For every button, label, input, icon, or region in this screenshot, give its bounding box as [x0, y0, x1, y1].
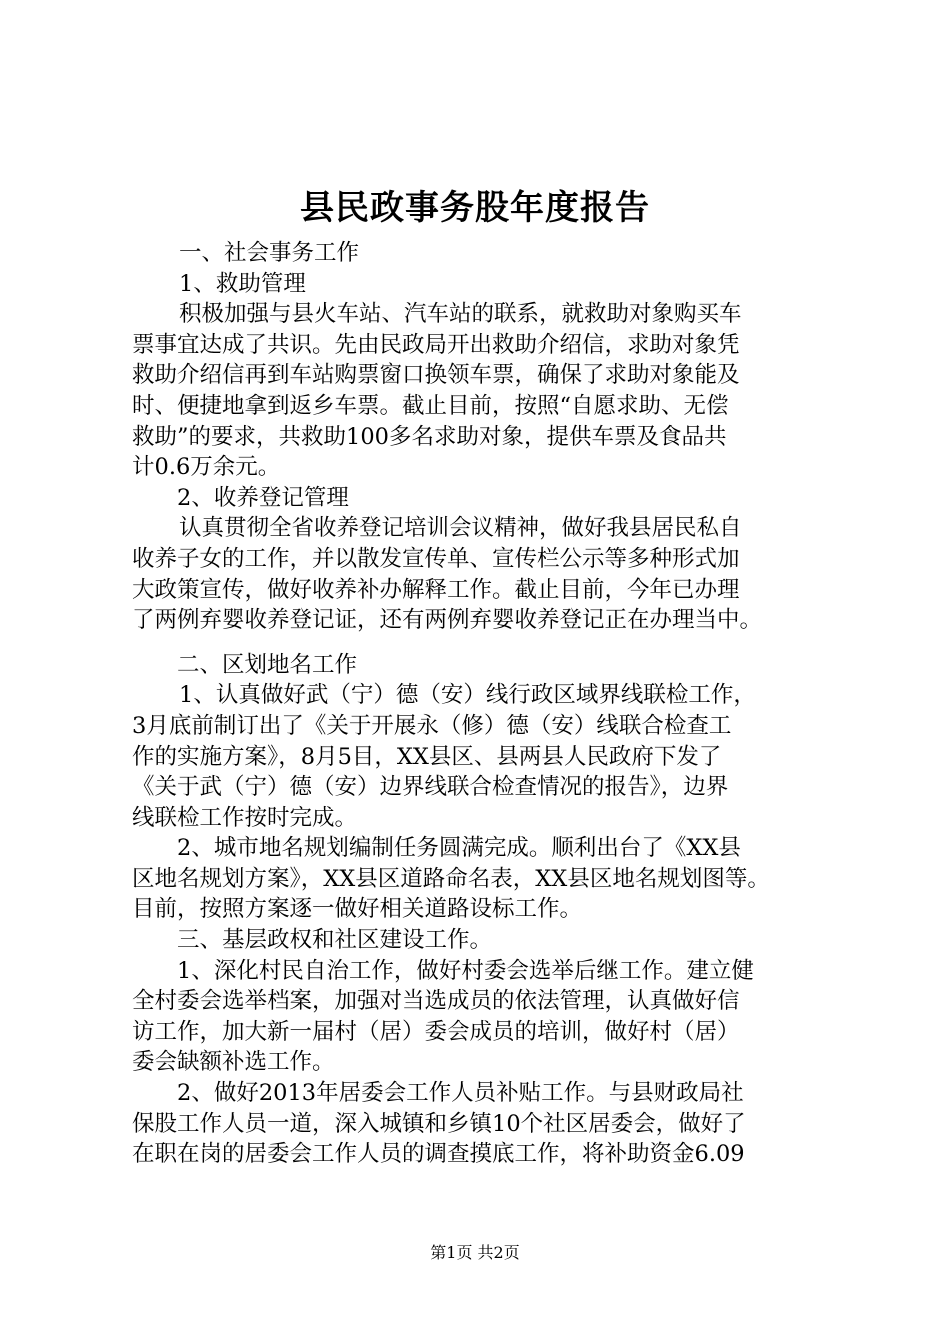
paragraph-line: 保股工作人员一道，深入城镇和乡镇10个社区居委会，做好了: [132, 1110, 746, 1137]
paragraph-line: 全村委会选举档案，加强对当选成员的依法管理，认真做好信: [132, 988, 740, 1015]
paragraph-line: 目前，按照方案逐一做好相关道路设标工作。: [132, 896, 583, 923]
paragraph-line: 《关于武（宁）德（安）边界线联合检查情况的报告》，边界: [132, 774, 729, 801]
subsection-heading-1-1: 1、救助管理: [179, 270, 306, 297]
paragraph-line: 委会缺额补选工作。: [132, 1049, 335, 1076]
paragraph-line: 线联检工作按时完成。: [132, 804, 358, 831]
paragraph-line: 救助”的要求，共救助100多名求助对象，提供车票及食品共: [132, 423, 727, 450]
paragraph-line: 时、便捷地拿到返乡车票。截止目前，按照“自愿求助、无偿: [132, 392, 729, 419]
paragraph-line: 2、做好2013年居委会工作人员补贴工作。与县财政局社: [177, 1080, 744, 1107]
paragraph-line: 3月底前制订出了《关于开展永（修）德（安）线联合检查工: [132, 712, 732, 739]
paragraph-line: 1、认真做好武（宁）德（安）线行政区域界线联检工作，: [179, 682, 756, 709]
paragraph-line: 收养子女的工作，并以散发宣传单、宣传栏公示等多种形式加: [132, 545, 740, 572]
paragraph-line: 区地名规划方案》，XX县区道路命名表，XX县区地名规划图等。: [132, 865, 770, 892]
paragraph-line: 在职在岗的居委会工作人员的调查摸底工作，将补助资金6.09: [132, 1141, 745, 1168]
paragraph-line: 访工作，加大新一届村（居）委会成员的培训，做好村（居）: [132, 1018, 740, 1045]
section-heading-3: 三、基层政权和社区建设工作。: [177, 927, 493, 954]
paragraph-line: 救助介绍信再到车站购票窗口换领车票，确保了求助对象能及: [132, 362, 740, 389]
paragraph-gap: [132, 636, 844, 650]
page-number-footer: 第1页 共2页: [430, 1243, 520, 1262]
subsection-heading-1-2: 2、收养登记管理: [177, 484, 349, 511]
paragraph-line: 计0.6万余元。: [132, 454, 281, 481]
section-heading-1: 一、社会事务工作: [179, 240, 360, 266]
paragraph-line: 票事宜达成了共识。先由民政局开出救助介绍信，求助对象凭: [132, 331, 740, 358]
paragraph-line: 大政策宣传，做好收养补办解释工作。截止目前，今年已办理: [132, 576, 740, 603]
section-heading-2: 二、区划地名工作: [177, 651, 358, 678]
paragraph-line: 作的实施方案》，8月5目，XX县区、县两县人民政府下发了: [132, 743, 722, 770]
paragraph-line: 认真贯彻全省收养登记培训会议精神，做好我县居民私自: [179, 515, 742, 542]
paragraph-line: 1、深化村民自治工作，做好村委会选举后继工作。建立健: [177, 957, 754, 984]
paragraph-line: 2、城市地名规划编制任务圆满完成。顺利出台了《XX县: [177, 835, 741, 862]
document-title: 县民政事务股年度报告: [300, 188, 650, 228]
paragraph-line: 积极加强与县火车站、汽车站的联系，就救助对象购买车: [179, 301, 742, 328]
paragraph-line: 了两例弃婴收养登记证，还有两例弃婴收养登记正在办理当中。: [132, 607, 763, 634]
document-body: [132, 238, 844, 1170]
